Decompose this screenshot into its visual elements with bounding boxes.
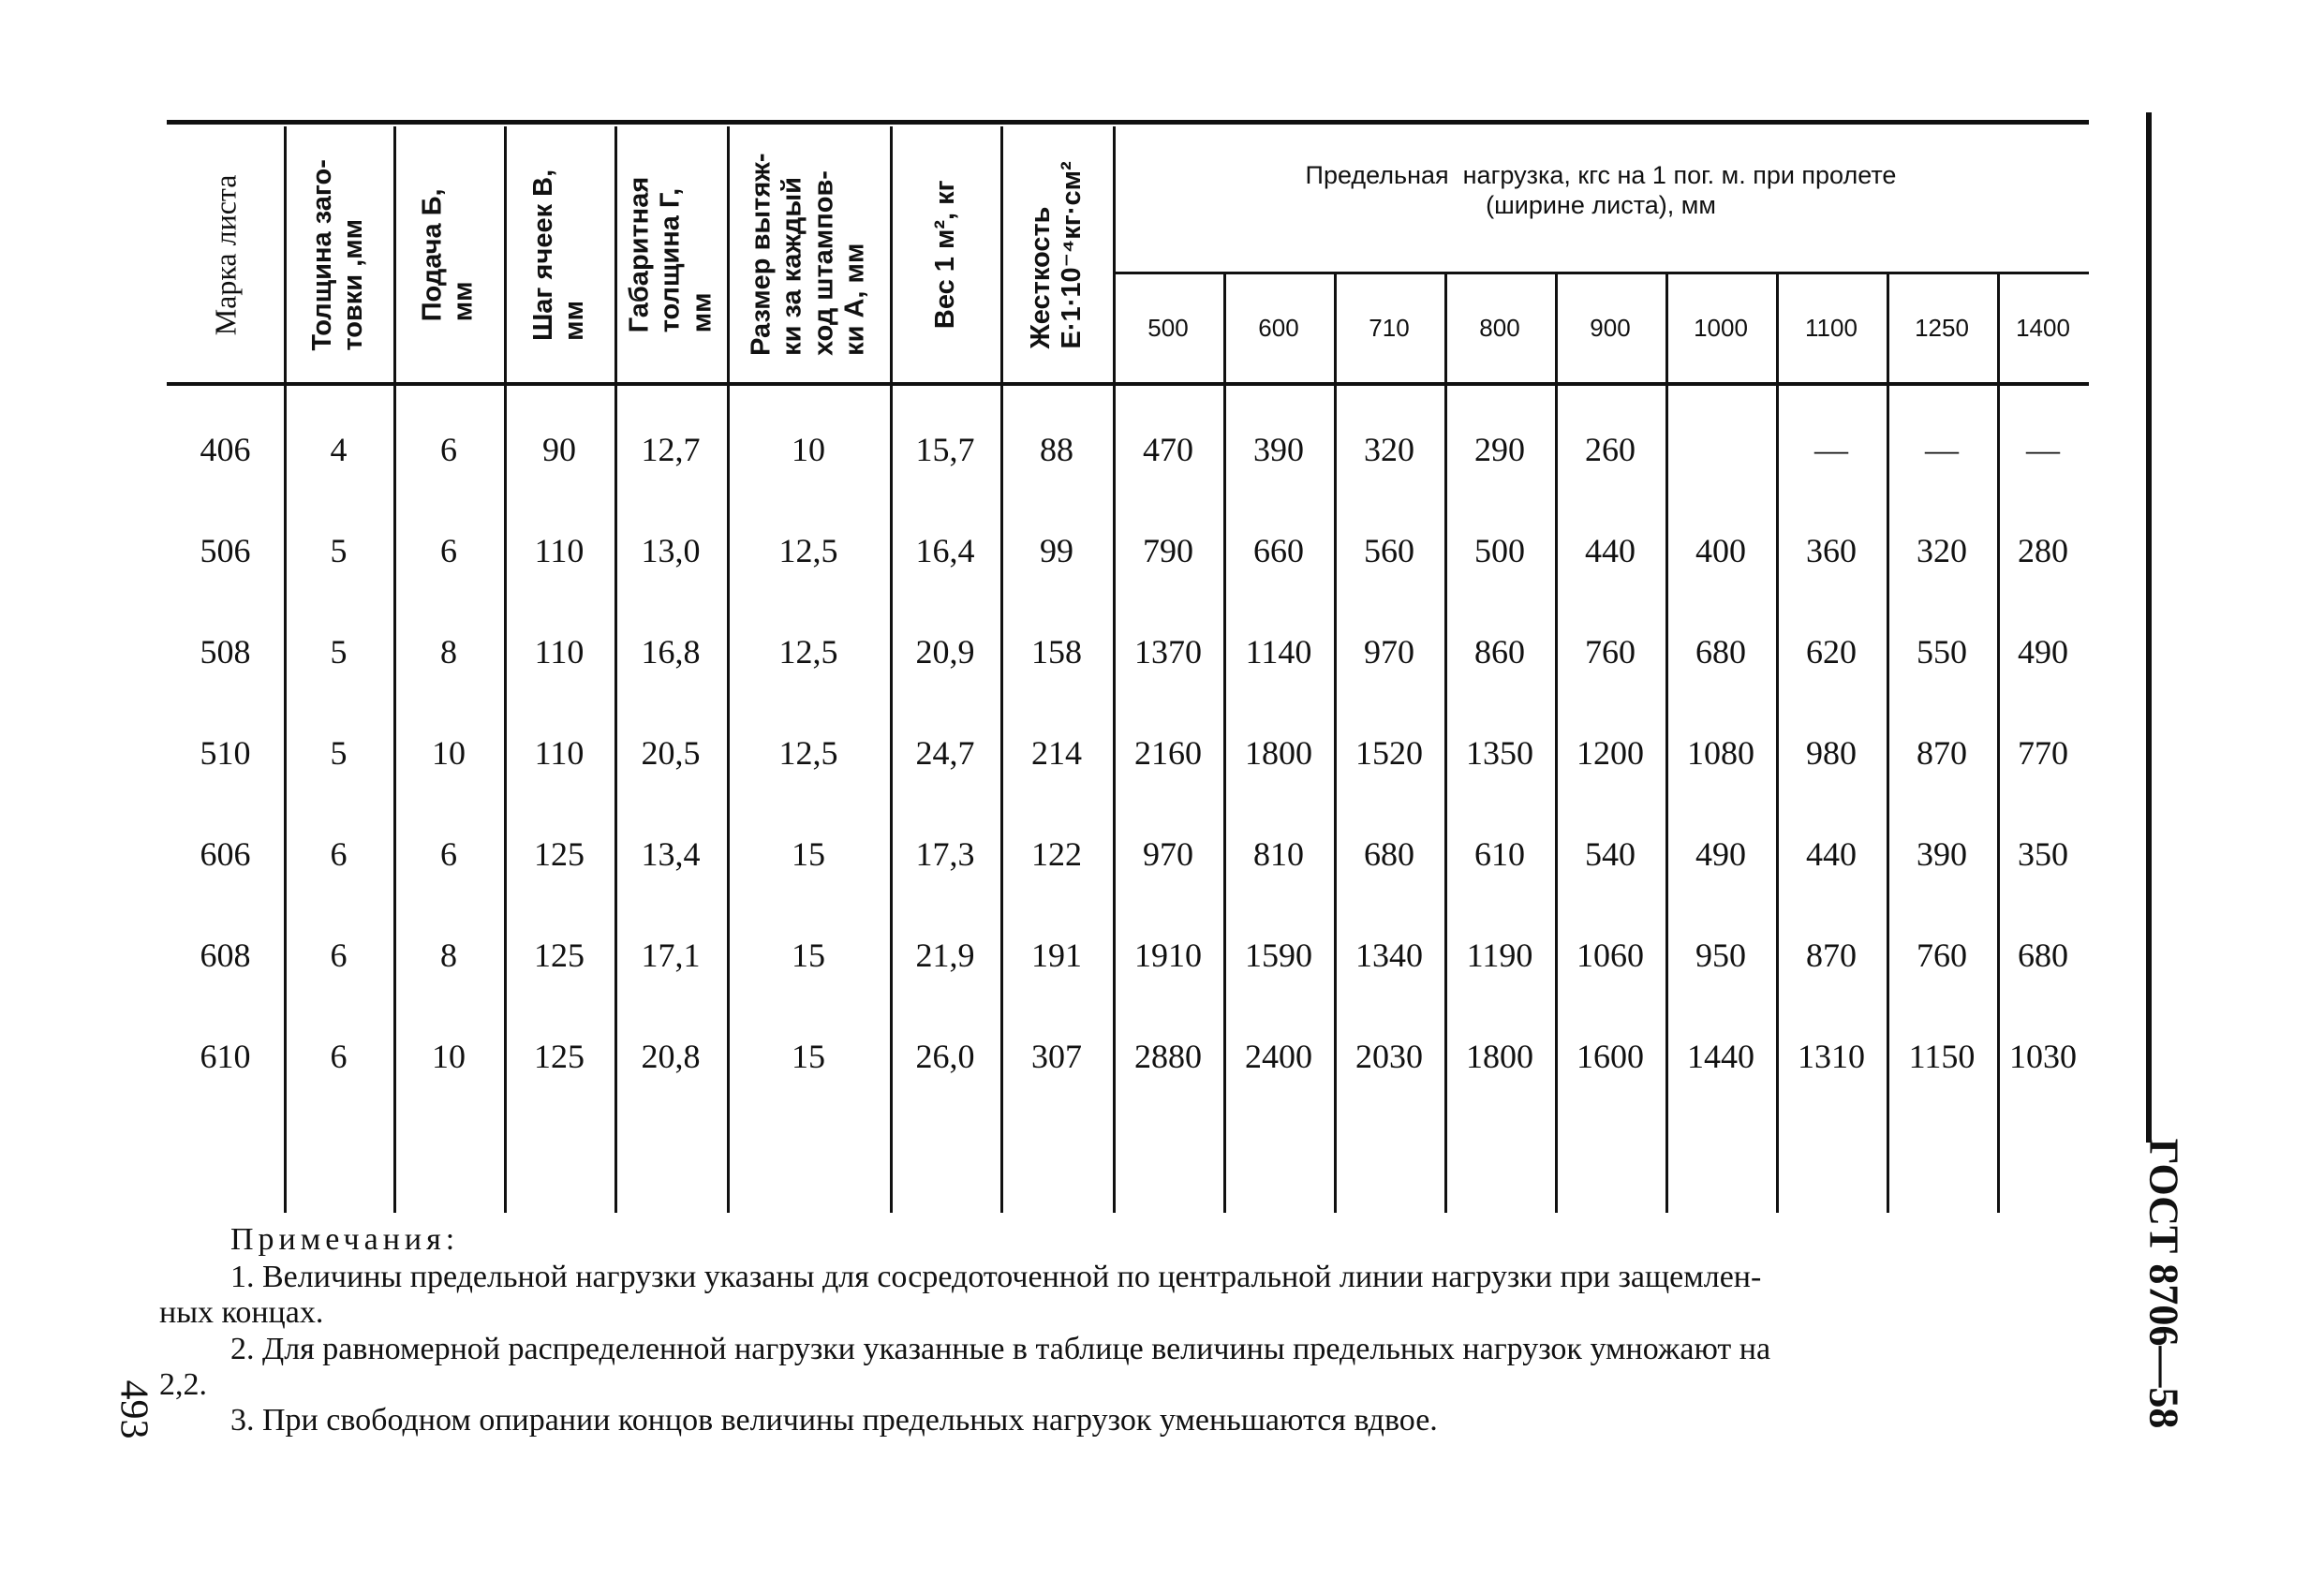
table-cell: 1440: [1687, 1038, 1754, 1075]
table-cell: 13,0: [641, 532, 701, 569]
table-cell: 8: [440, 937, 457, 974]
column-header-text: Габаритная толщина Г, мм: [623, 176, 717, 333]
table-cell: 15: [792, 835, 825, 873]
table-cell: 610: [1474, 835, 1525, 873]
column-header-text: Марка листа: [208, 174, 243, 335]
row-mark-cell: 406: [200, 431, 251, 468]
header-bottom-rule: [167, 382, 2089, 386]
column-header: [890, 132, 1000, 377]
table-cell: 20,8: [641, 1038, 701, 1075]
table-cell: 810: [1253, 835, 1304, 873]
column-header: [284, 132, 393, 377]
table-cell: 10: [432, 734, 466, 772]
table-cell: 5: [330, 633, 348, 671]
table-cell: 320: [1364, 431, 1414, 468]
column-header: [614, 132, 727, 377]
table-cell: 110: [534, 532, 585, 569]
table-cell: 760: [1585, 633, 1636, 671]
table-cell: 1150: [1908, 1038, 1976, 1075]
table-cell: 15: [792, 937, 825, 974]
span-header: 1400: [2016, 314, 2070, 342]
table-cell: 350: [2018, 835, 2068, 873]
table-cell: 1800: [1245, 734, 1312, 772]
table-cell: [1665, 421, 1776, 478]
table-cell: 15: [792, 1038, 825, 1075]
table-cell: 680: [1695, 633, 1746, 671]
table-cell: —: [1925, 431, 1959, 468]
table-cell: 390: [1917, 835, 1967, 873]
span-header: 1250: [1915, 314, 1969, 342]
table-cell: 620: [1806, 633, 1857, 671]
table-cell: 90: [542, 431, 576, 468]
table-cell: 790: [1143, 532, 1193, 569]
table-cell: 99: [1040, 532, 1073, 569]
table-cell: 125: [534, 1038, 585, 1075]
table-cell: 6: [440, 835, 457, 873]
table-cell: 122: [1031, 835, 1082, 873]
row-mark-cell: 606: [200, 835, 251, 873]
table-cell: 1080: [1687, 734, 1754, 772]
table-cell: 2400: [1245, 1038, 1312, 1075]
table-cell: 24,7: [915, 734, 975, 772]
table-cell: 950: [1695, 937, 1746, 974]
table-cell: 1060: [1576, 937, 1644, 974]
span-header: 900: [1590, 314, 1631, 342]
table-cell: 360: [1806, 532, 1857, 569]
table-cell: 1910: [1134, 937, 1202, 974]
table-cell: 26,0: [915, 1038, 975, 1075]
table-cell: —: [1814, 431, 1848, 468]
table-cell: 110: [534, 633, 585, 671]
table-cell: 1030: [2009, 1038, 2077, 1075]
table-cell: 860: [1474, 633, 1525, 671]
standard-code-text: ГОСТ 8706—58: [2140, 1138, 2187, 1428]
table-cell: 2160: [1134, 734, 1202, 772]
table-cell: 540: [1585, 835, 1636, 873]
table-cell: 470: [1143, 431, 1193, 468]
table-cell: 440: [1585, 532, 1636, 569]
column-header-text: Вес 1 м², кг: [929, 180, 960, 330]
table-cell: 1310: [1798, 1038, 1865, 1075]
table-cell: 2030: [1355, 1038, 1423, 1075]
table-cell: 307: [1031, 1038, 1082, 1075]
table-cell: 5: [330, 734, 348, 772]
table-cell: 1190: [1466, 937, 1533, 974]
table-cell: 110: [534, 734, 585, 772]
span-header: 800: [1479, 314, 1520, 342]
table-cell: 680: [1364, 835, 1414, 873]
column-header-text: Шаг ячеек В, мм: [527, 169, 589, 341]
table-cell: 88: [1040, 431, 1073, 468]
table-cell: 17,3: [915, 835, 975, 873]
column-header: [167, 132, 284, 377]
row-mark-cell: 608: [200, 937, 251, 974]
table-cell: 214: [1031, 734, 1082, 772]
table-cell: 5: [330, 532, 348, 569]
table-cell: 1600: [1576, 1038, 1644, 1075]
group-header: Предельная нагрузка, кгс на 1 пог. м. при пролете (ширине листа), мм: [1305, 161, 1897, 220]
table-cell: 6: [440, 532, 457, 569]
table-cell: 15,7: [915, 431, 975, 468]
table-cell: 490: [2018, 633, 2068, 671]
table-cell: 12,7: [641, 431, 701, 468]
table-cell: 290: [1474, 431, 1525, 468]
table-cell: —: [2026, 431, 2060, 468]
table-cell: 16,8: [641, 633, 701, 671]
table-cell: 125: [534, 835, 585, 873]
notes-title: Примечания:: [230, 1222, 460, 1257]
table-cell: 1800: [1466, 1038, 1533, 1075]
load-table: [167, 117, 2089, 1203]
page-number-text: 493: [111, 1379, 155, 1439]
table-cell: 8: [440, 633, 457, 671]
table-cell: 870: [1806, 937, 1857, 974]
table-cell: 16,4: [915, 532, 975, 569]
row-mark-cell: 610: [200, 1038, 251, 1075]
table-cell: 760: [1917, 937, 1967, 974]
row-mark-cell: 508: [200, 633, 251, 671]
table-cell: 390: [1253, 431, 1304, 468]
table-cell: 970: [1143, 835, 1193, 873]
table-cell: 1370: [1134, 633, 1202, 671]
table-cell: 10: [432, 1038, 466, 1075]
table-cell: 320: [1917, 532, 1967, 569]
row-mark-cell: 506: [200, 532, 251, 569]
page-number: [105, 1372, 161, 1447]
note-1-line-2: ных концах.: [159, 1295, 324, 1330]
table-cell: 870: [1917, 734, 1967, 772]
table-cell: 20,5: [641, 734, 701, 772]
column-header: [393, 132, 504, 377]
table-cell: 21,9: [915, 937, 975, 974]
table-cell: 1140: [1245, 633, 1312, 671]
column-header-text: Толщина заго- товки ,мм: [307, 158, 369, 351]
table-cell: 1520: [1355, 734, 1423, 772]
table-cell: 680: [2018, 937, 2068, 974]
table-cell: 6: [330, 937, 348, 974]
table-cell: 12,5: [778, 734, 838, 772]
table-cell: 20,9: [915, 633, 975, 671]
table-cell: 4: [330, 431, 348, 468]
column-header: [1000, 132, 1113, 377]
standard-code: [2136, 1138, 2192, 1428]
column-header: [504, 132, 614, 377]
row-mark-cell: 510: [200, 734, 251, 772]
span-header: 710: [1369, 314, 1410, 342]
table-cell: 6: [330, 835, 348, 873]
table-cell: 1590: [1245, 937, 1312, 974]
table-cell: 1200: [1576, 734, 1644, 772]
table-cell: 980: [1806, 734, 1857, 772]
table-cell: 400: [1695, 532, 1746, 569]
table-cell: 1340: [1355, 937, 1423, 974]
span-header: 1100: [1805, 314, 1858, 342]
table-cell: 12,5: [778, 532, 838, 569]
side-rule: [2146, 112, 2152, 1143]
table-cell: 550: [1917, 633, 1967, 671]
column-header: [727, 132, 890, 377]
table-cell: 1350: [1466, 734, 1533, 772]
table-cell: 158: [1031, 633, 1082, 671]
note-2-line-1: 2. Для равномерной распределенной нагрузки указанные в таблице величины предельных нагрузок умножают на: [230, 1332, 1771, 1366]
table-cell: 2880: [1134, 1038, 1202, 1075]
table-cell: 10: [792, 431, 825, 468]
table-cell: 660: [1253, 532, 1304, 569]
span-header: 1000: [1694, 314, 1748, 342]
note-2-line-2: 2,2.: [159, 1367, 207, 1402]
table-top-rule: [167, 120, 2089, 125]
table-cell: 440: [1806, 835, 1857, 873]
table-cell: 770: [2018, 734, 2068, 772]
table-cell: 17,1: [641, 937, 701, 974]
span-header: 500: [1147, 314, 1189, 342]
note-1-line-1: 1. Величины предельной нагрузки указаны для сосредоточенной по центральной линии нагрузки при защемлен-: [230, 1260, 1762, 1294]
table-cell: 6: [330, 1038, 348, 1075]
table-cell: 280: [2018, 532, 2068, 569]
table-cell: 125: [534, 937, 585, 974]
table-cell: 560: [1364, 532, 1414, 569]
table-cell: 191: [1031, 937, 1082, 974]
column-header-text: Жесткость E·1·10⁻⁴кг·см²: [1025, 160, 1087, 349]
table-cell: 970: [1364, 633, 1414, 671]
table-cell: 490: [1695, 835, 1746, 873]
table-cell: 500: [1474, 532, 1525, 569]
table-cell: 6: [440, 431, 457, 468]
column-header-text: Размер вытяж- ки за каждый ход штампов- ки А, мм: [746, 153, 870, 357]
column-header-text: Подача Б, мм: [417, 188, 480, 321]
span-header: 600: [1258, 314, 1299, 342]
table-cell: 12,5: [778, 633, 838, 671]
table-cell: 260: [1585, 431, 1636, 468]
note-3: 3. При свободном опирании концов величины предельных нагрузок уменьшаются вдвое.: [230, 1403, 1438, 1438]
table-cell: 13,4: [641, 835, 701, 873]
